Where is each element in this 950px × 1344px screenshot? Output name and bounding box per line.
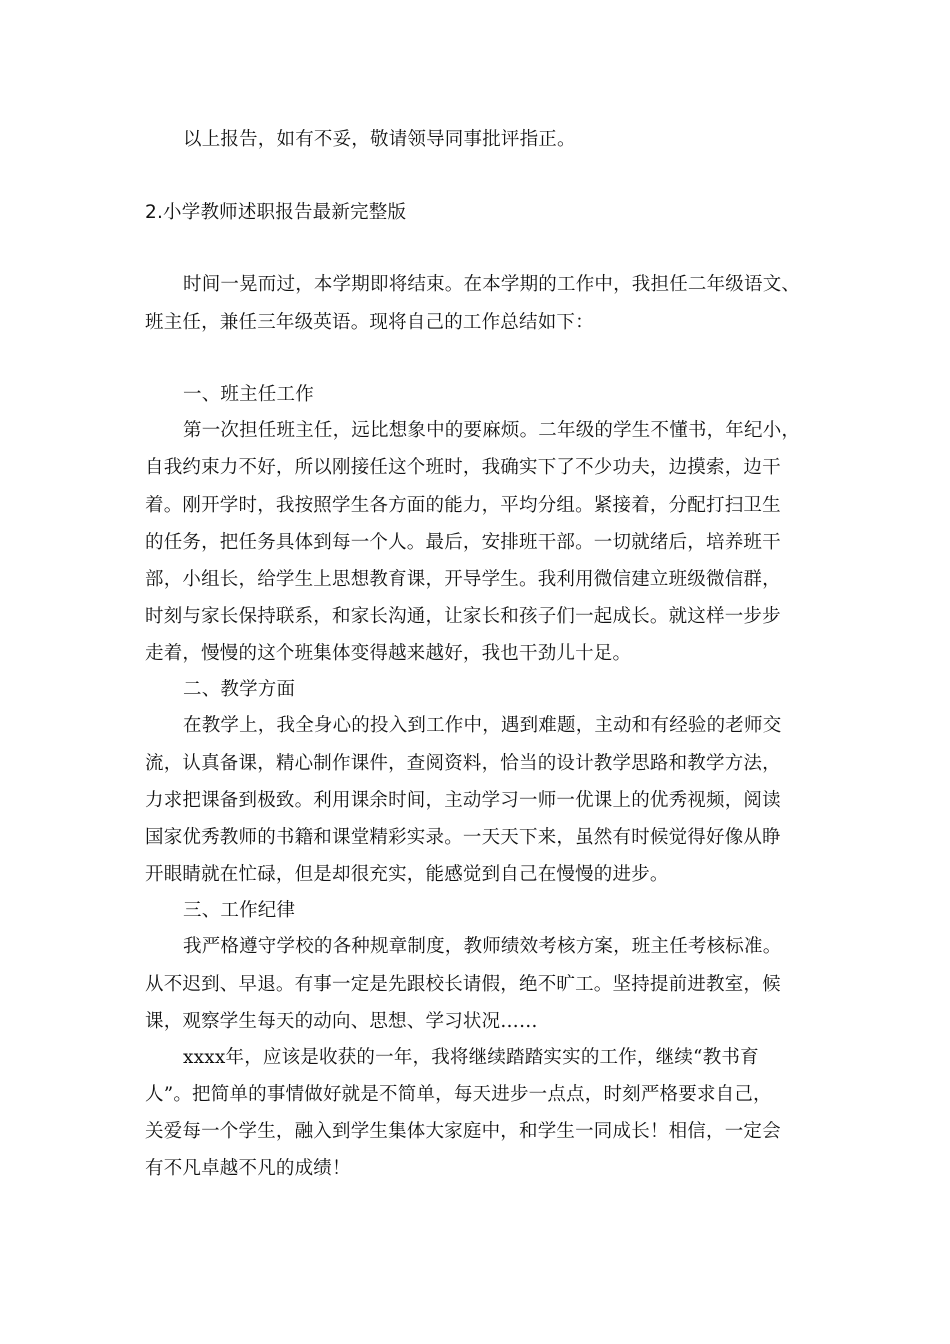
section-title: 2.小学教师述职报告最新完整版 bbox=[145, 202, 407, 223]
part1-heading: 一、班主任工作 bbox=[183, 384, 314, 405]
conclusion-line: 关爱每一个学生，融入到学生集体大家庭中，和学生一同成长！相信，一定会 bbox=[145, 1121, 781, 1142]
paragraph-line: 的任务，把任务具体到每一个人。最后，安排班干部。一切就绪后，培养班干 bbox=[145, 532, 781, 553]
paragraph-line: 流，认真备课，精心制作课件，查阅资料，恰当的设计教学思路和教学方法， bbox=[145, 753, 781, 774]
conclusion-line: 有不凡卓越不凡的成绩！ bbox=[145, 1158, 351, 1179]
paragraph-line: 国家优秀教师的书籍和课堂精彩实录。一天天下来，虽然有时候觉得好像从睁 bbox=[145, 827, 781, 848]
paragraph-line: 开眼睛就在忙碌，但是却很充实，能感觉到自己在慢慢的进步。 bbox=[145, 864, 669, 885]
paragraph-line: 走着，慢慢的这个班集体变得越来越好，我也干劲儿十足。 bbox=[145, 643, 632, 664]
paragraph-line: 着。刚开学时，我按照学生各方面的能力，平均分组。紧接着，分配打扫卫生 bbox=[145, 495, 781, 516]
paragraph-line: 课，观察学生每天的动向、思想、学习状况…… bbox=[145, 1011, 538, 1032]
paragraph-line: 从不迟到、早退。有事一定是先跟校长请假，绝不旷工。坚持提前进教室，候 bbox=[145, 974, 781, 995]
paragraph-line: 力求把课备到极致。利用课余时间，主动学习一师一优课上的优秀视频，阅读 bbox=[145, 790, 781, 811]
paragraph-line: 时刻与家长保持联系，和家长沟通，让家长和孩子们一起成长。就这样一步步 bbox=[145, 606, 781, 627]
intro-line: 班主任，兼任三年级英语。现将自己的工作总结如下： bbox=[145, 312, 594, 333]
paragraph-line: 自我约束力不好，所以刚接任这个班时，我确实下了不少功夫，边摸索，边干 bbox=[145, 457, 781, 478]
paragraph-line: 第一次担任班主任，远比想象中的要麻烦。二年级的学生不懂书，年纪小， bbox=[183, 420, 801, 441]
paragraph-line: 部，小组长，给学生上思想教育课，开导学生。我利用微信建立班级微信群， bbox=[145, 569, 781, 590]
part3-heading: 三、工作纪律 bbox=[183, 900, 296, 921]
paragraph-line: 我严格遵守学校的各种规章制度，教师绩效考核方案，班主任考核标准。 bbox=[183, 936, 782, 957]
conclusion-line: 人”。把简单的事情做好就是不简单，每天进步一点点，时刻严格要求自己， bbox=[145, 1084, 772, 1105]
conclusion-line: xxxx年，应该是收获的一年，我将继续踏踏实实的工作，继续“教书育 bbox=[183, 1047, 759, 1068]
closing-line: 以上报告，如有不妥，敬请领导同事批评指正。 bbox=[183, 129, 576, 150]
intro-line: 时间一晃而过，本学期即将结束。在本学期的工作中，我担任二年级语文、 bbox=[183, 274, 801, 295]
paragraph-line: 在教学上，我全身心的投入到工作中，遇到难题，主动和有经验的老师交 bbox=[183, 715, 782, 736]
part2-heading: 二、教学方面 bbox=[183, 679, 296, 700]
